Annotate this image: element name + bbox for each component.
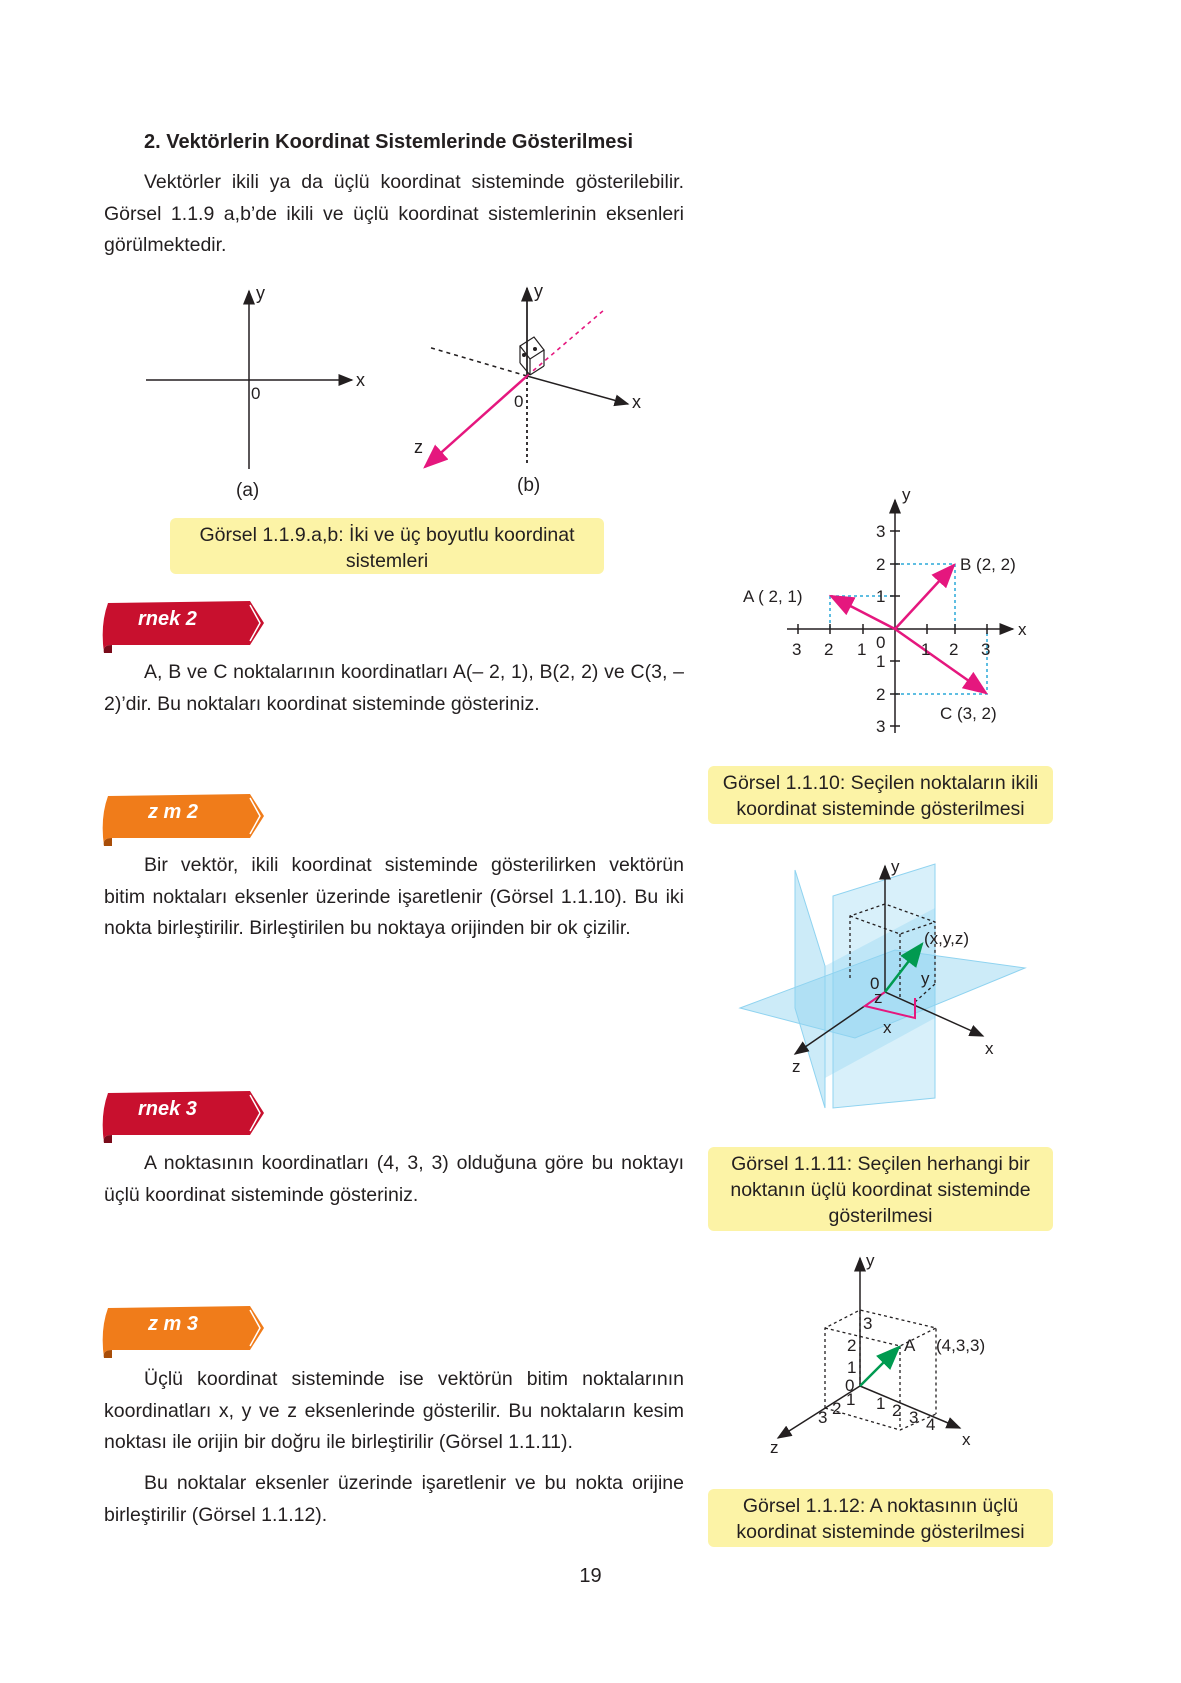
segment-z-label: z xyxy=(874,988,883,1007)
caption-line: sistemleri xyxy=(345,550,429,572)
caption-line: Görsel 1.1.12: A noktasının üçlü xyxy=(742,1495,1019,1517)
cozum-3-text-2: Bu noktalar eksenler üzerinde işaretlenir ve bu nokta orijine birleştirilir (Görsel 1.1.12). xyxy=(104,1472,684,1526)
y-axis-label: y xyxy=(534,281,543,301)
caption-line: Görsel 1.1.9.a,b: İki ve üç boyutlu koordinat xyxy=(199,524,575,546)
figure-1-1-10-2d-points xyxy=(735,485,1045,753)
ornek-3-text: A noktasının koordinatları (4, 3, 3) olduğuna göre bu noktayı üçlü koordinat sisteminde gösteriniz. xyxy=(104,1152,684,1206)
caption-line: Görsel 1.1.11: Seçilen herhangi bir xyxy=(731,1153,1030,1175)
origin-label: 0 xyxy=(251,384,261,403)
x-axis-label: x xyxy=(1018,620,1027,639)
origin-label: 0 xyxy=(514,392,524,411)
point-A-name: A xyxy=(904,1336,916,1355)
segment-y-label: y xyxy=(921,969,930,988)
z-axis-label: z xyxy=(792,1057,801,1076)
ornek-3-label: rnek 3 xyxy=(138,1098,197,1120)
x-tick-label: 2 xyxy=(824,640,834,659)
subfigure-label-b: (b) xyxy=(517,475,541,496)
y-tick-label: 2 xyxy=(847,1336,857,1355)
cozum-2-text: Bir vektör, ikili koordinat sisteminde gösterilirken vektörün bitim noktaları eksenler üzerinde işaretlenir (Görsel 1.1.10). Bu iki nokta birleştirilir. Birleştirilen bu noktaya orijinden bir ok çizilir. xyxy=(104,854,684,939)
caption-line: gösterilmesi xyxy=(828,1205,933,1227)
x-tick-label: 2 xyxy=(949,640,959,659)
z-tick-label: 3 xyxy=(818,1408,828,1427)
figure-1-1-12-3d-point-A xyxy=(770,1248,1020,1473)
z-axis-label: z xyxy=(414,437,423,457)
figure-1-1-10-caption xyxy=(708,766,1053,824)
y-axis-label: y xyxy=(866,1251,875,1270)
figure-1-1-11-3d-point xyxy=(735,858,1045,1118)
x-tick-label: 1 xyxy=(921,640,931,659)
cozum-3-text-1: Üçlü koordinat sisteminde ise vektörün bitim noktalarının koordinatları x, y ve z eksenlerinde gösterilir. Bu noktaların kesim noktası ile orijin bir doğru ile birleştirilir (Görsel 1.1.11). xyxy=(104,1368,684,1453)
intro-paragraph xyxy=(104,167,684,262)
y-axis-label: y xyxy=(902,485,911,504)
x-tick-label: 3 xyxy=(981,640,991,659)
caption-line: Görsel 1.1.10: Seçilen noktaların ikili xyxy=(722,772,1039,794)
vector-C xyxy=(895,629,986,693)
point-A-coords: (4,3,3) xyxy=(936,1336,986,1355)
x-axis xyxy=(527,376,628,404)
subfigure-label-a: (a) xyxy=(236,480,260,501)
y-tick-label: 3 xyxy=(876,522,886,541)
y-tick-label: 1 xyxy=(847,1358,857,1377)
x-axis-label: x xyxy=(632,392,641,412)
y-tick-label: 1 xyxy=(876,652,886,671)
x-tick-label: 3 xyxy=(792,640,802,659)
x-tick-label: 2 xyxy=(892,1401,902,1420)
z-axis-label: z xyxy=(770,1438,779,1457)
z-tick-label: 1 xyxy=(846,1390,856,1409)
figure-1-1-9a-2d-axes xyxy=(140,285,390,505)
figure-1-1-11-caption xyxy=(708,1147,1053,1231)
vector-A xyxy=(860,1347,899,1386)
origin-label: 0 xyxy=(876,633,886,652)
origin-label: 0 xyxy=(845,1376,855,1395)
caption-line: koordinat sisteminde gösterilmesi xyxy=(736,798,1025,820)
y-tick-label: 3 xyxy=(876,717,886,736)
x-tick-label: 3 xyxy=(909,1408,919,1427)
origin-dot xyxy=(533,347,537,351)
y-tick-label: 3 xyxy=(863,1314,873,1333)
x-tick-label: 4 xyxy=(926,1415,936,1434)
point-A-label: A ( 2, 1) xyxy=(743,587,803,606)
x-axis-label: x xyxy=(985,1039,994,1058)
section-heading: 2. Vektörlerin Koordinat Sistemlerinde Gösterilmesi xyxy=(144,131,634,153)
x-axis-label: x xyxy=(962,1430,971,1449)
figure-1-1-9-caption xyxy=(170,518,604,574)
cozum-2-label: z m 2 xyxy=(148,801,199,823)
ornek-2-text: A, B ve C noktalarının koordinatları A(– 2, 1), B(2, 2) ve C(3, – 2)’dir. Bu noktaları koordinat sisteminde gösteriniz. xyxy=(104,661,684,715)
intro-text: Vektörler ikili ya da üçlü koordinat sisteminde gösterilebilir. Görsel 1.1.9 a,b’de ikili ve üçlü koordinat sistemlerinin eksenleri görülmektedir. xyxy=(104,171,684,256)
segment-x-label: x xyxy=(883,1018,892,1037)
x-axis-negative xyxy=(428,347,527,376)
cozum-3-label: z m 3 xyxy=(148,1313,199,1335)
y-tick-label: 2 xyxy=(876,685,886,704)
y-tick-label: 2 xyxy=(876,555,886,574)
z-tick-label: 2 xyxy=(832,1399,842,1418)
x-tick-label: 1 xyxy=(857,640,867,659)
x-tick-label: 1 xyxy=(876,1394,886,1413)
point-C-label: C (3, 2) xyxy=(940,704,997,723)
origin-label: 0 xyxy=(870,974,880,993)
caption-line: noktanın üçlü koordinat sisteminde xyxy=(730,1179,1031,1201)
figure-1-1-12-caption xyxy=(708,1489,1053,1547)
vector-B xyxy=(895,565,954,629)
y-tick-label: 1 xyxy=(876,587,886,606)
x-axis-label: x xyxy=(356,370,365,390)
caption-line: koordinat sisteminde gösterilmesi xyxy=(736,1521,1025,1543)
point-B-label: B (2, 2) xyxy=(960,555,1016,574)
page-number: 19 xyxy=(579,1565,602,1587)
y-axis-label: y xyxy=(891,857,900,876)
z-axis xyxy=(425,376,527,467)
point-label: (x,y,z) xyxy=(924,929,970,948)
ornek-2-label: rnek 2 xyxy=(138,608,197,630)
figure-1-1-9b-3d-axes xyxy=(414,280,660,505)
y-axis-label: y xyxy=(256,283,265,303)
